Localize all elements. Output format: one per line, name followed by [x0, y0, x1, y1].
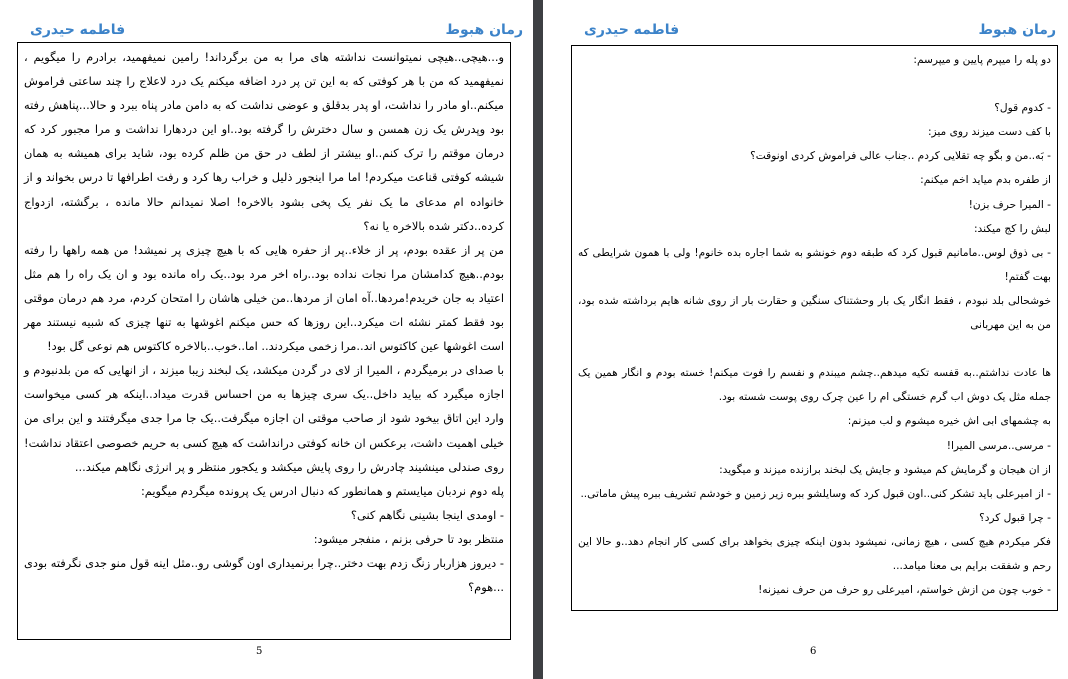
page-text-frame: [17, 42, 511, 640]
page-text-frame: [571, 45, 1058, 611]
left-page: [0, 0, 533, 679]
paragraph: - چرا قبول کرد؟: [979, 511, 1051, 524]
paragraph: از ان هیجان و گرمایش کم میشود و جایش یک لبخند برازنده میزند و میگوید:: [719, 463, 1051, 476]
page-number: 5: [256, 646, 263, 657]
page-divider: [533, 0, 543, 679]
paragraph: - بی ذوق لوس..مامانیم قبول کرد که طبقه دوم خونشو به شما اجاره بده خانوم! ولی با همون شرایطی که بهت گفتم!: [578, 246, 1051, 283]
paragraph: - خوب چون من ازش خواستم، امیرعلی رو حرف من حرف نمیزنه!: [758, 584, 1051, 597]
paragraph: دو پله را میپرم پایین و میپرسم:: [913, 54, 1051, 66]
blank-line: [578, 337, 1051, 361]
paragraph: منتظر بود تا حرفی بزنم ، منفجر میشود:: [313, 531, 504, 546]
author-name: فاطمه حیدری: [30, 22, 126, 38]
paragraph: - دیروز هزاربار زنگ زدم بهت دختر..چرا برنمیداری اون گوشی رو..مثل اینه قول منو جدی نگرفته بودی ...هوم؟: [24, 555, 504, 595]
page-number: 6: [810, 646, 817, 657]
right-page: [543, 0, 1068, 679]
paragraph: - از امیرعلی باید تشکر کنی..اون قبول کرد که وسایلشو ببره زیر زمین و خودشم تشریف ببره پیش ماماتی..: [580, 487, 1051, 500]
paragraph: و...هیچی..هیچی نمیتوانست نداشته های مرا به من برگرداند! رامین نمیفهمید، برادرم را میگویم ، نمیفهمید که من با هر کوفتی که به این تن پر درد اضافه میکنم یک درد لاعلاج را چند ساعتی فراموش میکنم..او مادر را نداشت، او پدر بدقلق و عوضی نداشت که به دامن مادر پناه ببرد و حالا...پناهش رفته بود وپدرش یک زن همسن و سال دخترش را گرفته بود..او این دردهارا نداشت و مرا مجبور کرد که درمان موقتم را ترک کنم..او بیشتر از لطف در حق من ظلم کرده بود، شاید برای همیشه به همان شیشه کوفتی قناعت میکردم! اما مرا اینجور ذلیل و خراب رها کرد و رفت اطرافها تا درس بخواند و از خانواده ام مدعای ما یک نفر یک پخی بشود بالاخره! اصلا نمیدانم حالا مانده ، برگشته، ازدواج کرده..دکتر شده بالاخره یا نه؟: [24, 50, 504, 233]
paragraph: روی صندلی مینشیند چادرش را روی پایش میکشد و یکجور منتظر و پر انرژی نگاهم میکند...: [74, 459, 504, 474]
paragraph: لبش را کج میکند:: [973, 222, 1051, 235]
paragraph: ها عادت نداشتم..به قفسه تکیه میدهم..چشم میبندم و نفسم را فوت میکنم! خسته بودم و انگار همین یک جمله مثل یک دوش اب گرم خستگی ام را عین چرک روی پوست شسته بود.: [578, 367, 1051, 404]
book-title: رمان هبوط: [978, 22, 1056, 38]
paragraph: - بَه..من و بگو چه تقلایی کردم ..جناب عالی فراموش کردی اونوقت؟: [750, 150, 1051, 163]
paragraph: - کدوم قول؟: [994, 102, 1051, 115]
paragraph: از طفره بدم میاید اخم میکنم:: [920, 174, 1051, 187]
paragraph: من پر از عقده بودم، پر از خلاء..پر از حفره هایی که با هیچ چیزی پر نمیشد! من همه راهها را رفته بودم..هیچ کدامشان مرا نجات نداده بود..راه اخر مرد بود..یک راه مانده بود و ان یک راه را هم مثل اعتیاد به جان خریدم!مردها..آه امان از مردها..من خیلی هاشان را امتحان کردم، مرد هم درمان موقتی بود فقط کمتر نشئه ات میکرد..این روزها که حس میکنم اغوشها به تنها چیزی که شبیه نیستند مهر است اغوشها عین کاکتوس اند..مرا زخمی میکردند.. اما..خوب..بالاخره کاکتوس هم نوعی گل بود!: [24, 242, 504, 354]
book-title: رمان هبوط: [445, 22, 523, 38]
paragraph: - المیرا حرف بزن!: [968, 198, 1051, 211]
paragraph: - مرسی..مرسی المیرا!: [946, 439, 1051, 452]
paragraph: به چشمهای ابی اش خیره میشوم و لب میزنم:: [847, 415, 1051, 428]
author-name: فاطمه حیدری: [584, 22, 680, 38]
blank-line: [578, 72, 1051, 96]
paragraph: با صدای در برمیگردم ، المیرا از لای در گردن میکشد، یک لبخند زیبا میزند ، از انهایی که من بلدنبودم و اجازه میگیرد که بیاید داخل..یک سری چیزها به من احساس قدرت میداد..اینکه هر کسی میخواست وارد این اتاق بیخود شود از صاحب موقتی ان اجازه میگرفت..یک جا مرا جدی میگرفتند و این برای من خیلی اهمیت داشت، برعکس ان خانه کوفتی درانداشت که هیچ کسی به حریم خصوصی اعتقاد نداشت!: [24, 363, 504, 450]
paragraph: با کف دست میزند روی میز:: [927, 126, 1051, 139]
paragraph: فکر میکردم هیچ کسی ، هیچ زمانی، نمیشود بدون اینکه چیزی بخواهد برای کسی کار انجام دهد..و حالا این رحم و شفقت برایم بی معنا میامد...: [578, 535, 1051, 572]
paragraph: - اومدی اینجا بشینی نگاهم کنی؟: [350, 507, 504, 522]
paragraph: پله دوم نردبان میایستم و همانطور که دنبال ادرس یک پرونده میگردم میگویم:: [140, 483, 504, 498]
paragraph: خوشحالی بلد نبودم ، فقط انگار یک بار وحشتناک سنگین و حقارت بار از روی شانه هایم برداشته شده بود، من به این مهربانی: [578, 294, 1051, 332]
